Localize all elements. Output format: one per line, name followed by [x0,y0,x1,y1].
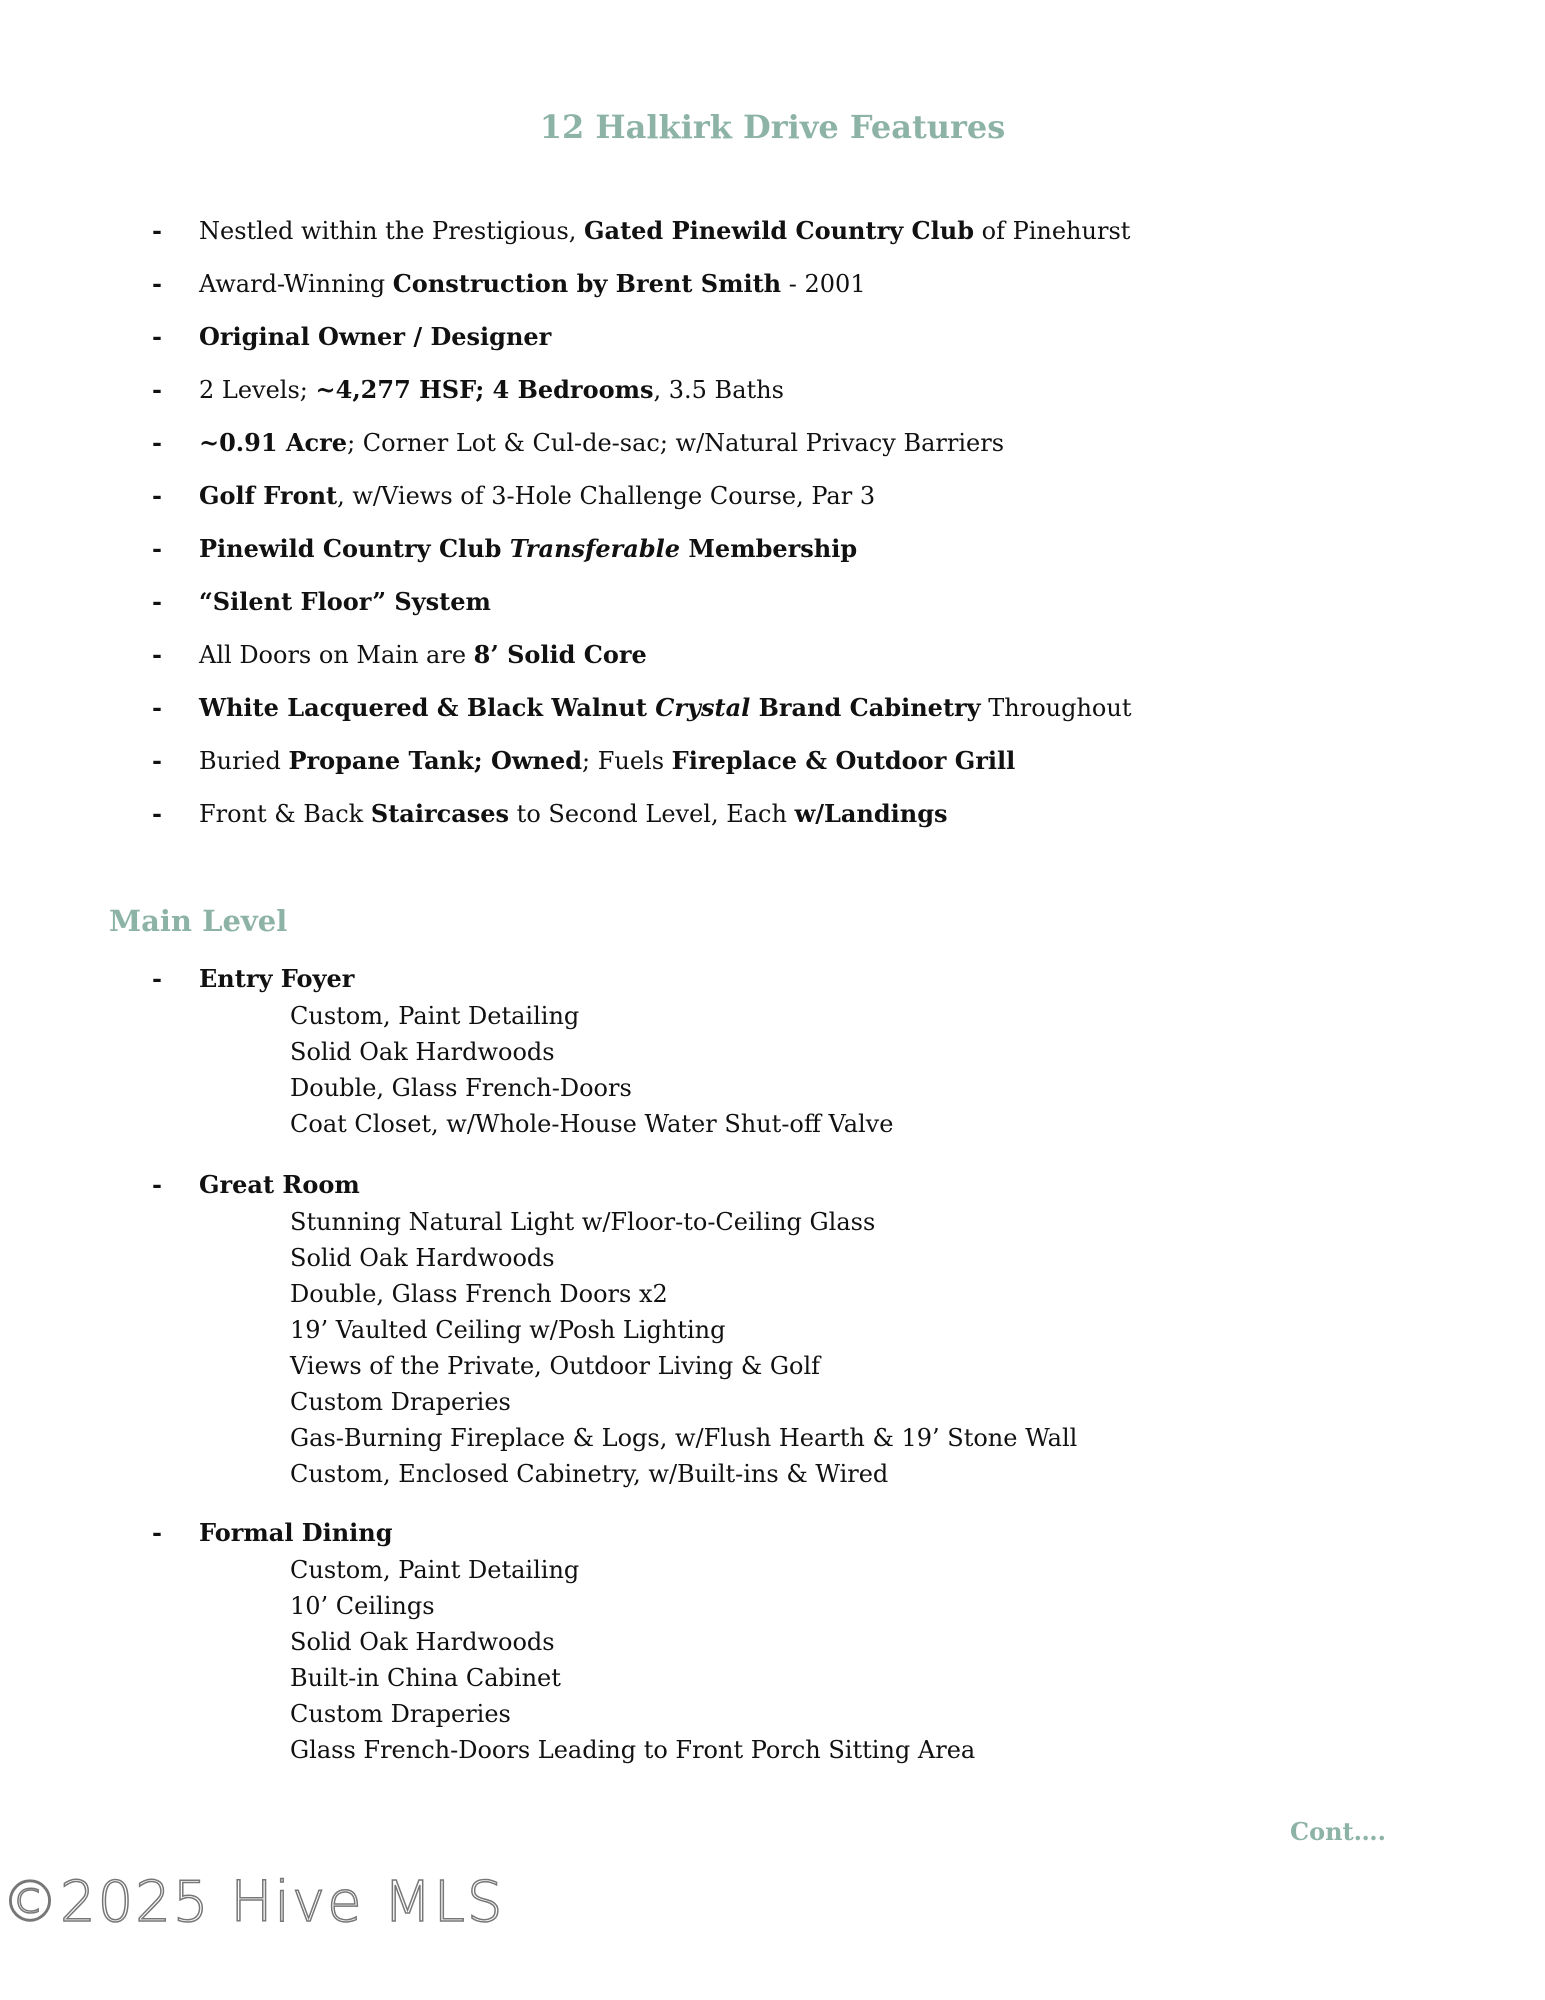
feature-text: to Second Level, Each [509,800,795,828]
feature-text: , 3.5 Baths [653,376,784,404]
section-heading-main-level: Main Level [109,904,288,938]
document-title: 12 Halkirk Drive Features [539,108,1006,146]
feature-item [152,371,1131,424]
room-detail-item: Coat Closet, w/Whole-House Water Shut-off Valve [290,1110,894,1138]
feature-text: ~4,277 HSF; 4 Bedrooms [315,375,654,404]
feature-item [152,689,1131,742]
bullet-dash: - [152,799,162,828]
feature-text: ; Corner Lot & Cul-de-sac; w/Natural Privacy Barriers [347,429,1005,457]
feature-item [152,424,1131,477]
feature-text: 8’ Solid Core [473,640,647,669]
bullet-dash: - [152,640,162,669]
feature-text: Propane Tank; Owned [288,746,583,775]
room-detail-item: Custom, Enclosed Cabinetry, w/Built-ins & Wired [290,1460,889,1488]
room-name: Entry Foyer [199,964,355,993]
continued-label: Cont…. [1290,1817,1386,1846]
room-detail-item: Views of the Private, Outdoor Living & Golf [290,1352,821,1380]
features-list [152,212,1131,848]
bullet-dash: - [152,216,162,245]
bullet-dash: - [152,1170,162,1199]
feature-text: - 2001 [781,270,866,298]
bullet-dash: - [152,1518,162,1547]
feature-text: Nestled within the Prestigious, [199,217,585,245]
feature-text: White Lacquered & Black Walnut [199,693,656,722]
room-detail-item: Custom Draperies [290,1700,511,1728]
feature-text: Brand Cabinetry [750,693,981,722]
feature-item [152,583,1131,636]
bullet-dash: - [152,375,162,404]
feature-text: of Pinehurst [973,217,1131,245]
feature-item [152,636,1131,689]
bullet-dash: - [152,481,162,510]
bullet-dash: - [152,534,162,563]
feature-text: ~0.91 Acre [199,428,348,457]
feature-text: “Silent Floor” System [199,587,491,616]
room-detail-item: Solid Oak Hardwoods [290,1628,555,1656]
room-detail-item: 19’ Vaulted Ceiling w/Posh Lighting [290,1316,726,1344]
feature-text: Fireplace & Outdoor Grill [671,746,1016,775]
feature-text: Crystal [655,693,751,722]
feature-text: Staircases [370,799,510,828]
room-detail-item: Stunning Natural Light w/Floor-to-Ceiling Glass [290,1208,876,1236]
room-formal-dining [152,1514,975,1768]
feature-item [152,265,1131,318]
feature-item [152,795,1131,848]
room-detail-item: Double, Glass French Doors x2 [290,1280,668,1308]
room-great-room [152,1166,1077,1492]
feature-text: Front & Back [199,800,371,828]
room-detail-item: Custom Draperies [290,1388,511,1416]
room-details [152,1204,1077,1492]
room-details [152,998,893,1142]
feature-text: Pinewild Country Club [199,534,510,563]
feature-text: w/Landings [794,799,948,828]
feature-text: , w/Views of 3-Hole Challenge Course, Par 3 [337,482,876,510]
feature-item [152,742,1131,795]
room-detail-item: Custom, Paint Detailing [290,1556,580,1584]
feature-text: 2 Levels; [199,376,316,404]
bullet-dash: - [152,269,162,298]
bullet-dash: - [152,964,162,993]
room-name: Great Room [199,1170,360,1199]
bullet-dash: - [152,693,162,722]
feature-text: Gated Pinewild Country Club [584,216,974,245]
feature-text: Construction by Brent Smith [392,269,782,298]
room-detail-item: Glass French-Doors Leading to Front Porch Sitting Area [290,1736,976,1764]
feature-text: Buried [199,747,289,775]
room-detail-item: Solid Oak Hardwoods [290,1244,555,1272]
feature-item [152,318,1131,371]
feature-text: Golf Front [199,481,338,510]
room-detail-item: Double, Glass French-Doors [290,1074,632,1102]
bullet-dash: - [152,428,162,457]
room-detail-item: Gas-Burning Fireplace & Logs, w/Flush Hearth & 19’ Stone Wall [290,1424,1078,1452]
feature-text: Award-Winning [199,270,393,298]
feature-text: All Doors on Main are [199,641,474,669]
feature-item [152,477,1131,530]
feature-text: ; Fuels [582,747,672,775]
feature-text: Transferable [509,534,680,563]
room-detail-item: Solid Oak Hardwoods [290,1038,555,1066]
bullet-dash: - [152,587,162,616]
feature-text: Original Owner / Designer [199,322,552,351]
bullet-dash: - [152,322,162,351]
room-detail-item: Built-in China Cabinet [290,1664,561,1692]
room-detail-item: 10’ Ceilings [290,1592,435,1620]
feature-item [152,212,1131,265]
room-details [152,1552,975,1768]
room-name: Formal Dining [199,1518,393,1547]
feature-text: Throughout [980,694,1132,722]
room-detail-item: Custom, Paint Detailing [290,1002,580,1030]
room-entry-foyer [152,960,893,1142]
watermark: ©2025 Hive MLS [2,1870,505,1935]
feature-text: Membership [680,534,858,563]
feature-item [152,530,1131,583]
bullet-dash: - [152,746,162,775]
